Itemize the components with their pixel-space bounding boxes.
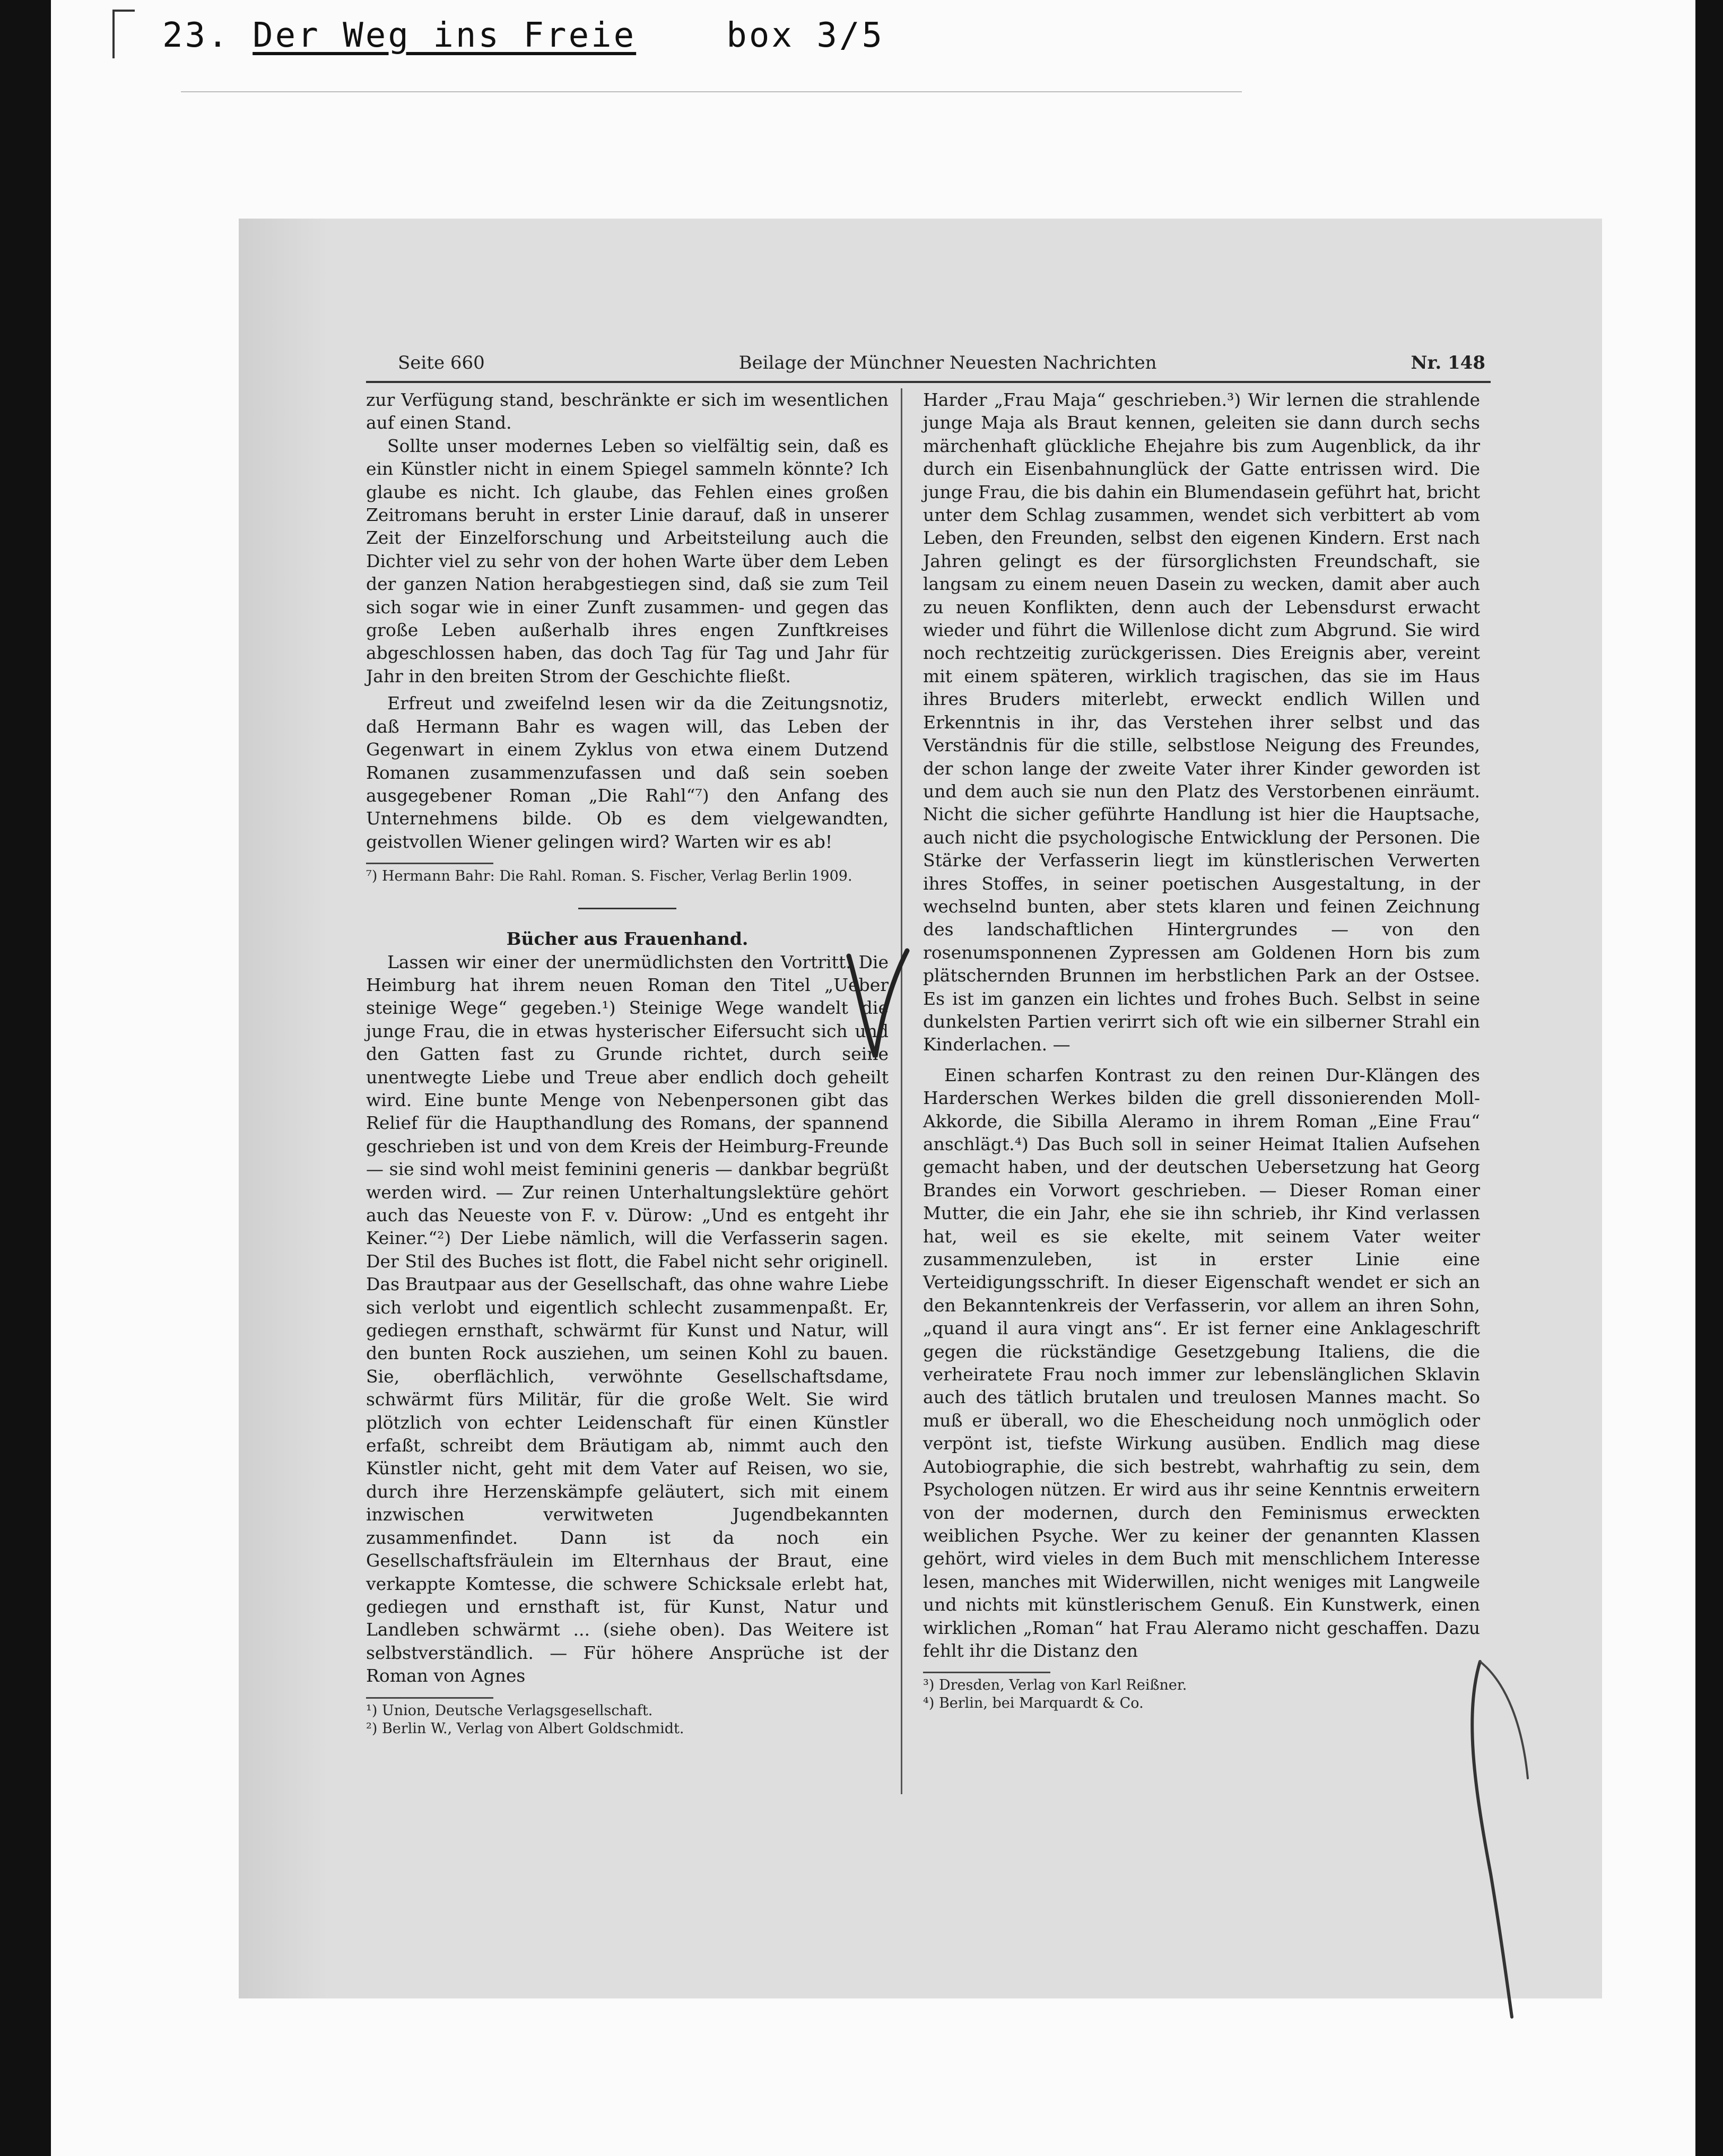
- column-divider: [901, 388, 902, 1794]
- folder-title: Der Weg ins Freie: [253, 16, 637, 55]
- page-number: Seite 660: [398, 352, 485, 373]
- pencil-margin-stroke: [1459, 1651, 1565, 2022]
- section-title: Bücher aus Frauenhand.: [506, 928, 749, 950]
- masthead-title: Beilage der Münchner Neuesten Nachrichten: [738, 352, 1157, 373]
- corner-bracket: [112, 10, 135, 58]
- footnote-7: ⁷) Hermann Bahr: Die Rahl. Roman. S. Fischer, Verlag Berlin 1909.: [366, 868, 852, 885]
- header-rule: [181, 91, 1242, 92]
- masthead: [398, 346, 1485, 373]
- footnote-4: ⁴) Berlin, bei Marquardt & Co.: [923, 1695, 1144, 1712]
- right-paragraph-1: Harder „Frau Maja“ geschrieben.³) Wir lernen die strahlende junge Maja als Braut kennen, geleiten sie dann durch sechs märchenhaft glückliche Ehejahre bis zum Augenblick, da ihr durch ein Eisenbahnunglück der Gatte entrissen wird. Die junge Frau, die bis dahin ein Blumendasein geführt hat, bricht unter dem Schlag zusammen, wendet sich verbittert ab vom Leben, den Freunden, selbst den eigenen Kindern. Erst nach Jahren gelingt es der fürsorglichsten Freundschaft, sie langsam zu einem neuen Dasein zu wecken, damit aber auch zu neuen Konflikten, denn auch der Lebensdurst erwacht wieder und führt die Willenlose dicht zum Abgrund. Sie wird noch rechtzeitig zurückgerissen. Dies Ereignis aber, vereint mit einem späteren, wirklich tragischen, das sie im Haus ihres Bruders miterlebt, erweckt endlich Willen und Erkenntnis in ihr, das Verstehen ihrer selbst und das Verständnis für die stille, selbstlose Neigung des Freundes, der schon lange der zweite Vater ihrer Kinder geworden ist und dem auch sie nun den Platz des Verstorbenen einräumt. Nicht die sicher geführte Handlung ist hier die Hauptsache, auch nicht die psychologische Entwicklung der Personen. Die Stärke der Verfasserin liegt im künstlerischen Verwerten ihres Stoffes, in seiner poetischen Ausgestaltung, in der wechselnd bunten, aber stets klaren und feinen Zeichnung des landschaftlichen Hintergrundes — von den rosenumsponnenen Zypressen am Goldenen Horn bis zum plätschernden Brunnen im herbstlichen Park an der Ostsee. Es ist im ganzen ein lichtes und frohes Buch. Selbst in seine dunkelsten Partien verirrt sich oft wie ein silberner Strahl ein Kinderlachen. —: [923, 389, 1480, 1055]
- left-paragraph-3: Lassen wir einer der unermüdlichsten den Vortritt. Die Heimburg hat ihrem neuen Roman den Titel „Ueber steinige Wege“ gegeben.¹) Steinige Wege wandelt die junge Frau, die in etwas hysterischer Eifersucht sich und den Gatten fast zu Grunde richtet, durch seine unentwegte Liebe und Treue aber endlich doch geheilt wird. Eine bunte Menge von Nebenpersonen gibt das Relief für die Haupthandlung des Romans, der spannend geschrieben ist und von dem Kreis der Heimburg-Freunde — sie sind wohl meist feminini generis — dankbar begrüßt werden wird. — Zur reinen Unterhaltungslektüre gehört auch das Neueste von F. v. Dürow: „Und es entgeht ihr Keiner.“²) Der Liebe nämlich, will die Verfasserin sagen. Der Stil des Buches ist flott, die Fabel nicht sehr originell. Das Brautpaar aus der Gesellschaft, das ohne wahre Liebe sich verlobt und eigentlich schlecht zusammenpaßt. Er, gediegen ernsthaft, schwärmt für Kunst und Natur, will den bunten Rock ausziehen, um seinen Kohl zu bauen. Sie, oberflächlich, verwöhnte Gesellschaftsdame, schwärmt fürs Militär, für die große Welt. Sie wird plötzlich von echter Leidenschaft für einen Künstler erfaßt, schreibt dem Bräutigam ab, nimmt auch den Künstler nicht, geht mit dem Vater auf Reisen, wo sie, durch ihre Herzenskämpfe geläutert, sich mit einem inzwischen verwitweten Jugendbekannten zusammenfindet. Dann ist da noch ein Gesellschaftsfräulein im Elternhaus der Braut, eine verkappte Komtesse, die schwere Schicksale erlebt hat, gediegen und ernsthaft ist, für Kunst, Natur und Landleben schwärmt ... (siehe oben). Das Weitere ist selbstverständlich. — Für höhere Ansprüche ist der Roman von Agnes: [366, 951, 889, 1686]
- section-divider: [578, 908, 676, 909]
- pencil-check-mark: [843, 945, 918, 1073]
- left-paragraph-2: Erfreut und zweifelnd lesen wir da die Zeitungsnotiz, daß Hermann Bahr es wagen will, das Leben der Gegenwart in einem Zyklus von etwa einem Dutzend Romanen zusammenzufassen und daß sein soeben ausgegebener Roman „Die Rahl“⁷) den Anfang des Unternehmens bilde. Ob es dem vielgewandten, geistvollen Wiener gelingen wird? Warten wir es ab!: [366, 693, 889, 852]
- footnote-rule: [366, 1697, 493, 1699]
- right-column: [923, 388, 1480, 1712]
- right-paragraph-2: Einen scharfen Kontrast zu den reinen Dur-Klängen des Harderschen Werkes bilden die grell dissonierenden Moll-Akkorde, die Sibilla Aleramo in ihrem Roman „Eine Frau“ anschlägt.⁴) Das Buch soll in seiner Heimat Italien Aufsehen gemacht haben, und der deutschen Uebersetzung hat Georg Brandes ein Vorwort geschrieben. — Dieser Roman einer Mutter, die ein Jahr, ehe sie ihn schrieb, ihr Kind verlassen hat, weil es sie ekelte, mit seinem Vater weiter zusammenzuleben, ist in erster Linie eine Verteidigungsschrift. In dieser Eigenschaft wendet er sich an den Bekanntenkreis der Verfasserin, vor allem an ihren Sohn, „quand il aura vingt ans“. Er ist ferner eine Anklageschrift gegen die rückständige Gesetzgebung Italiens, die die verheiratete Frau noch immer zur lebenslänglichen Sklavin auch des tätlich brutalen und treulosen Mannes macht. So muß er überall, wo die Ehescheidung noch unmöglich oder verpönt ist, tiefste Wirkung ausüben. Endlich mag diese Autobiographie, die sich bestrebt, wahrhaftig zu sein, dem Psychologen nützen. Er wird aus ihr seine Kenntnis erweitern von der modernen, durch den Feminismus erweckten weiblichen Psyche. Wer zu keiner der genannten Klassen gehört, wird vieles in dem Buch mit menschlichem Interesse lesen, manches mit Widerwillen, nicht weniges mit Langweile und nichts mit künstlerischem Genuß. Ein Kunstwerk, einen wirklichen „Roman“ hat Frau Aleramo nicht geschaffen. Dazu fehlt ihr die Distanz den: [923, 1064, 1480, 1661]
- footnote-2: ²) Berlin W., Verlag von Albert Goldschmidt.: [366, 1720, 684, 1737]
- issue-number: Nr. 148: [1411, 352, 1485, 373]
- footnote-rule: [366, 863, 493, 864]
- folder-box: box 3/5: [726, 16, 884, 55]
- left-intro: zur Verfügung stand, beschränkte er sich im wesentlichen auf einen Stand.: [366, 389, 889, 433]
- left-column: [366, 388, 889, 1738]
- folder-label: [162, 16, 884, 55]
- footnote-1: ¹) Union, Deutsche Verlagsgesellschaft.: [366, 1702, 653, 1719]
- folder-number: 23.: [162, 16, 230, 55]
- footnote-rule: [923, 1672, 1050, 1673]
- left-paragraph-1: Sollte unser modernes Leben so vielfältig sein, daß es ein Künstler nicht in einem Spiegel sammeln könnte? Ich glaube es nicht. Ich glaube, das Fehlen eines großen Zeitromans beruht in erster Linie darauf, daß in unserer Zeit der Einzelforschung und Arbeitsteilung auch die Dichter viel zu sehr von der hohen Warte über dem Leben der ganzen Nation herabgestiegen sind, daß sie zum Teil sich sogar wie in einer Zunft zusammen- und gegen das große Leben außerhalb ihres engen Zunftkreises abgeschlossen haben, das doch Tag für Tag und Jahr für Jahr in den breiten Strom der Geschichte fließt.: [366, 435, 889, 686]
- newspaper-clipping: [239, 219, 1602, 1998]
- masthead-rule: [366, 381, 1491, 383]
- footnote-3: ³) Dresden, Verlag von Karl Reißner.: [923, 1677, 1187, 1694]
